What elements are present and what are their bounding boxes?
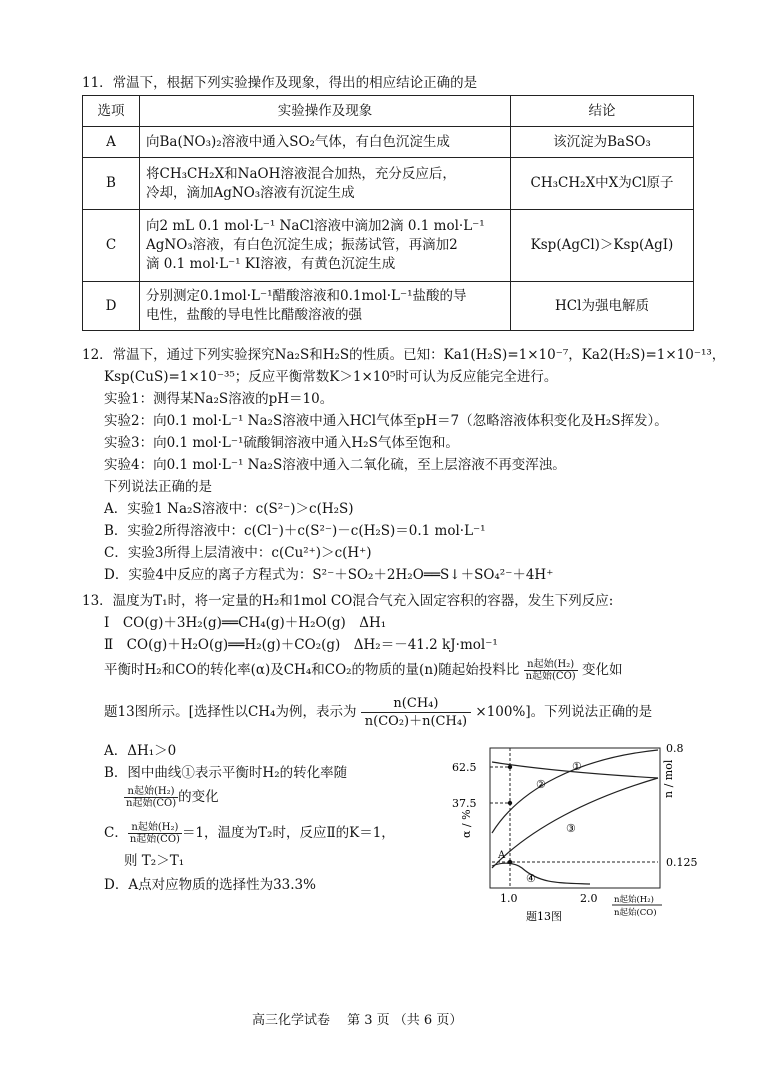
ratio-fraction: $\frac{\text{n起始(H₂)}}{\text{n起始(CO)}}$ [126, 786, 177, 809]
x-tick-2-0: 2.0 [580, 892, 598, 905]
q11-table [82, 95, 694, 331]
left-tick-62-5: 62.5 [452, 761, 477, 774]
q13-line-5: 题13图所示。[选择性以CH₄为例，表示为 $\frac{\text{n(CH₄)}}{\text{n(CO₂)＋n(CH₄)}}$ ×100%]。下列说法正确的是 [104, 696, 653, 729]
x-label-num: n起始(H₂) [614, 895, 654, 905]
q13-reaction-1: Ⅰ CO(g)＋3H₂(g)══CH₄(g)＋H₂O(g) ΔH₁ [104, 615, 387, 631]
row-operation: 将CH₃CH₂X和NaOH溶液混合加热，充分反应后， 冷却，滴加AgNO₃溶液有沉淀生成 [140, 158, 511, 210]
q12-option-a: A．实验1 Na₂S溶液中：c(S²⁻)＞c(H₂S) [104, 501, 354, 517]
q13-option-b: B．图中曲线①表示平衡时H₂的转化率随 [104, 765, 348, 781]
q13-option-c: C． $\frac{\text{n起始(H₂)}}{\text{n起始(CO)}}$ ＝1，温度为T₂时，反应Ⅱ的K＝1， [104, 822, 395, 845]
q11-stem: 11．常温下，根据下列实验操作及现象，得出的相应结论正确的是 [82, 75, 478, 91]
point-62-5 [508, 765, 512, 769]
q13-option-c-cont: 则 T₂＞T₁ [124, 853, 185, 869]
header-option: 选项 [83, 96, 140, 127]
q12-option-c: C．实验3所得上层清液中：c(Cu²⁺)＞c(H⁺) [104, 545, 372, 561]
right-tick-0-125: 0.125 [666, 856, 698, 869]
row-option: A [83, 127, 140, 158]
ratio-fraction: $\frac{\text{n起始(H₂)}}{\text{n起始(CO)}}$ [129, 822, 180, 845]
point-37-5 [508, 801, 512, 805]
curve-label-2: ② [536, 778, 546, 791]
figure-caption: 题13图 [526, 910, 562, 923]
header-conclusion: 结论 [511, 96, 694, 127]
q13-option-d: D．A点对应物质的选择性为33.3% [104, 877, 316, 893]
y-left-label: α / % [460, 809, 473, 838]
curve-4 [492, 863, 590, 884]
right-tick-0-8: 0.8 [666, 742, 684, 755]
table-row [83, 282, 694, 331]
q12-line-1: 12．常温下，通过下列实验探究Na₂S和H₂S的性质。已知：Ka1(H₂S)=1×10⁻⁷，Ka2(H₂S)=1×10⁻¹³， [82, 347, 726, 363]
point-a-label: A [498, 850, 506, 861]
q12-line-2: Ksp(CuS)=1×10⁻³⁵；反应平衡常数K＞1×10⁵时可认为反应能完全进行。 [104, 369, 558, 385]
table-row [83, 210, 694, 282]
row-operation: 向Ba(NO₃)₂溶液中通入SO₂气体，有白色沉淀生成 [140, 127, 511, 158]
left-tick-37-5: 37.5 [452, 797, 477, 810]
x-label-den: n起始(CO) [614, 908, 657, 918]
row-option: B [83, 158, 140, 210]
row-conclusion: HCl为强电解质 [511, 282, 694, 331]
header-operation: 实验操作及现象 [140, 96, 511, 127]
table-row [83, 158, 694, 210]
curve-label-3: ③ [566, 822, 576, 835]
curve-label-1: ① [572, 760, 582, 773]
q12-exp4: 实验4：向0.1 mol·L⁻¹ Na₂S溶液中通入二氧化硫，至上层溶液不再变浑浊。 [104, 457, 566, 473]
q12-option-d: D．实验4中反应的离子方程式为：S²⁻＋SO₂＋2H₂O══S↓＋SO₄²⁻＋4H⁺ [104, 567, 554, 583]
row-operation: 向2 mL 0.1 mol·L⁻¹ NaCl溶液中滴加2滴 0.1 mol·L⁻¹ AgNO₃溶液，有白色沉淀生成；振荡试管，再滴加2 滴 0.1 mol·L⁻¹ KI溶液，有黄色沉淀生成 [140, 210, 511, 282]
q13-stem: 13．温度为T₁时，将一定量的H₂和1mol CO混合气充入固定容积的容器，发生下列反应: [82, 593, 614, 609]
y-right-label: n / mol [662, 759, 675, 798]
q12-option-b: B．实验2所得溶液中：c(Cl⁻)＋c(S²⁻)－c(H₂S)＝0.1 mol·L⁻¹ [104, 523, 486, 539]
ratio-fraction: $\frac{\text{n起始(H₂)}}{\text{n起始(CO)}}$ [525, 659, 576, 682]
row-conclusion: Ksp(AgCl)＞Ksp(AgI) [511, 210, 694, 282]
q13-reaction-2: Ⅱ CO(g)＋H₂O(g)══H₂(g)＋CO₂(g) ΔH₂＝－41.2 kJ·mol⁻¹ [104, 637, 498, 653]
x-tick-1-0: 1.0 [500, 892, 518, 905]
q12-prompt: 下列说法正确的是 [104, 479, 212, 495]
q12-exp3: 实验3：向0.1 mol·L⁻¹硫酸铜溶液中通入H₂S气体至饱和。 [104, 435, 459, 451]
q12-exp1: 实验1：测得某Na₂S溶液的pH＝10。 [104, 391, 334, 407]
row-option: C [83, 210, 140, 282]
selectivity-fraction: $\frac{\text{n(CH₄)}}{\text{n(CO₂)＋n(CH₄)}}$ [361, 695, 471, 730]
q13-option-b-cont: $\frac{\text{n起始(H₂)}}{\text{n起始(CO)}}$ 的变化 [126, 786, 219, 809]
q13-option-a: A．ΔH₁＞0 [104, 743, 177, 759]
row-conclusion: CH₃CH₂X中X为Cl原子 [511, 158, 694, 210]
point-a [508, 860, 512, 864]
figure-13 [440, 738, 710, 928]
curve-label-4: ④ [526, 872, 536, 885]
row-conclusion: 该沉淀为BaSO₃ [511, 127, 694, 158]
row-option: D [83, 282, 140, 331]
table-header-row [83, 96, 694, 127]
table-row [83, 127, 694, 158]
q12-exp2: 实验2：向0.1 mol·L⁻¹ Na₂S溶液中通入HCl气体至pH＝7（忽略溶液体积变化及H₂S挥发）。 [104, 413, 668, 429]
row-operation: 分别测定0.1mol·L⁻¹醋酸溶液和0.1mol·L⁻¹盐酸的导 电性，盐酸的导电性比醋酸溶液的强 [140, 282, 511, 331]
page-footer: 高三化学试卷 第 3 页 （共 6 页） [252, 1013, 463, 1028]
q13-line-4: 平衡时H₂和CO的转化率(α)及CH₄和CO₂的物质的量(n)随起始投料比 $\frac{\text{n起始(H₂)}}{\text{n起始(CO)}}$ 变化如 [104, 659, 623, 682]
